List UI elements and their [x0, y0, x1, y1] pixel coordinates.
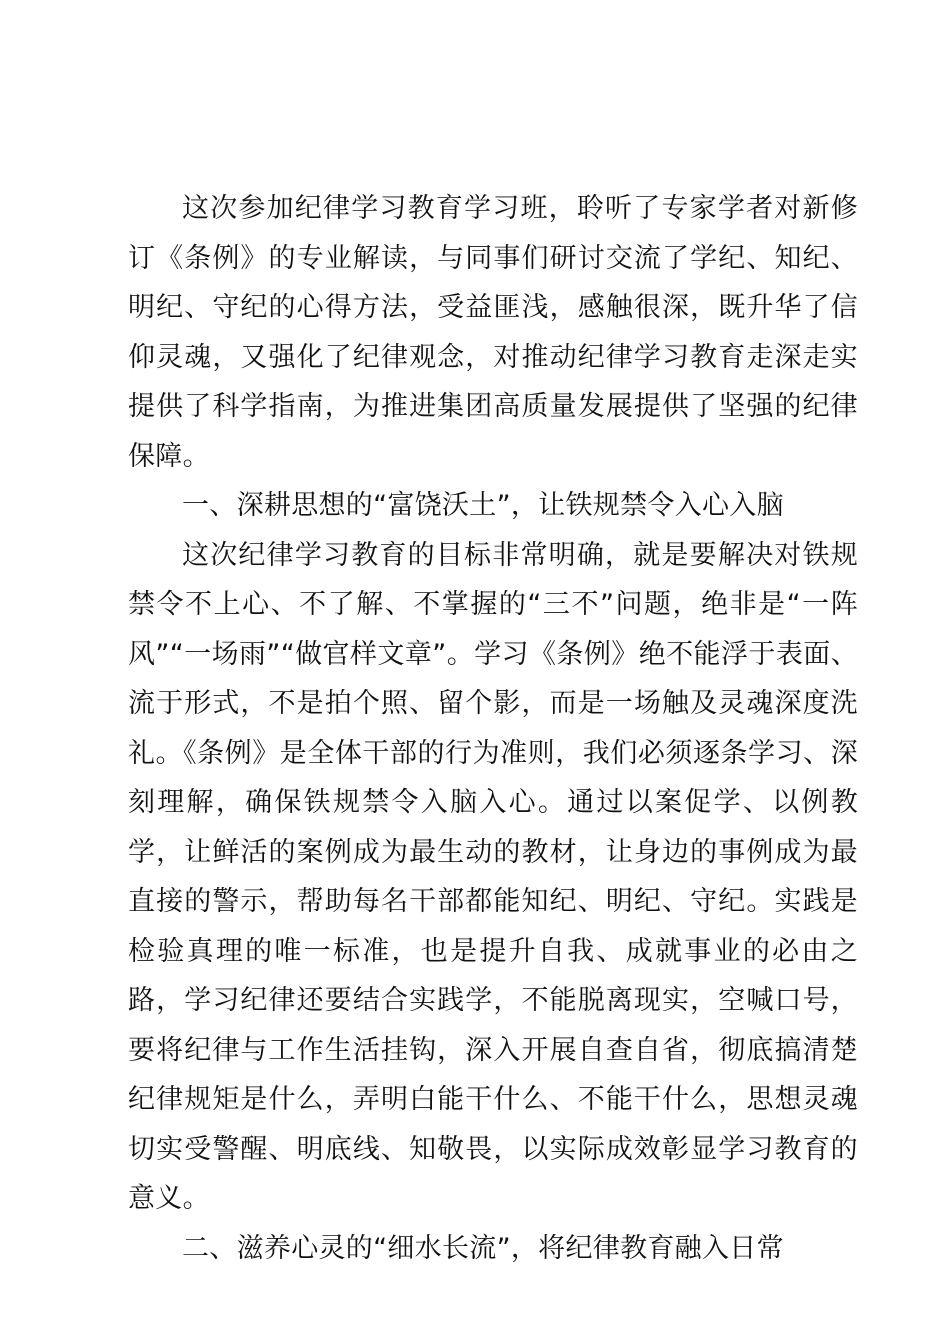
- intro-paragraph: 这次参加纪律学习教育学习班，聆听了专家学者对新修订《条例》的专业解读，与同事们研讨交流了学纪、知纪、明纪、守纪的心得方法，受益匪浅，感触很深，既升华了信仰灵魂，又强化了纪律观念，对推动纪律学习教育走深走实提供了科学指南，为推进集团高质量发展提供了坚强的纪律保障。: [128, 193, 858, 472]
- section-1-heading: 一、深耕思想的“富饶沃土”，让铁规禁令入心入脑: [182, 490, 784, 521]
- section-1-paragraph: 这次纪律学习教育的目标非常明确，就是要解决对铁规禁令不上心、不了解、不掌握的“三不”问题，绝非是“一阵风”“一场雨”“做官样文章”。学习《条例》绝不能浮于表面、流于形式，不是拍个照、留个影，而是一场触及灵魂深度洗礼。《条例》是全体干部的行为准则，我们必须逐条学习、深刻理解，确保铁规禁令入脑入心。通过以案促学、以例教学，让鲜活的案例成为最生动的教材，让身边的事例成为最直接的警示，帮助每名干部都能知纪、明纪、守纪。实践是检验真理的唯一标准，也是提升自我、成就事业的必由之路，学习纪律还要结合实践学，不能脱离现实，空喊口号，要将纪律与工作生活挂钩，深入开展自查自省，彻底搞清楚纪律规矩是什么，弄明白能干什么、不能干什么，思想灵魂切实受警醒、明底线、知敬畏，以实际成效彰显学习教育的意义。: [128, 539, 858, 1214]
- section-2-heading: 二、滋养心灵的“细水长流”，将纪律教育融入日常: [182, 1232, 784, 1264]
- document-body: [128, 184, 858, 1273]
